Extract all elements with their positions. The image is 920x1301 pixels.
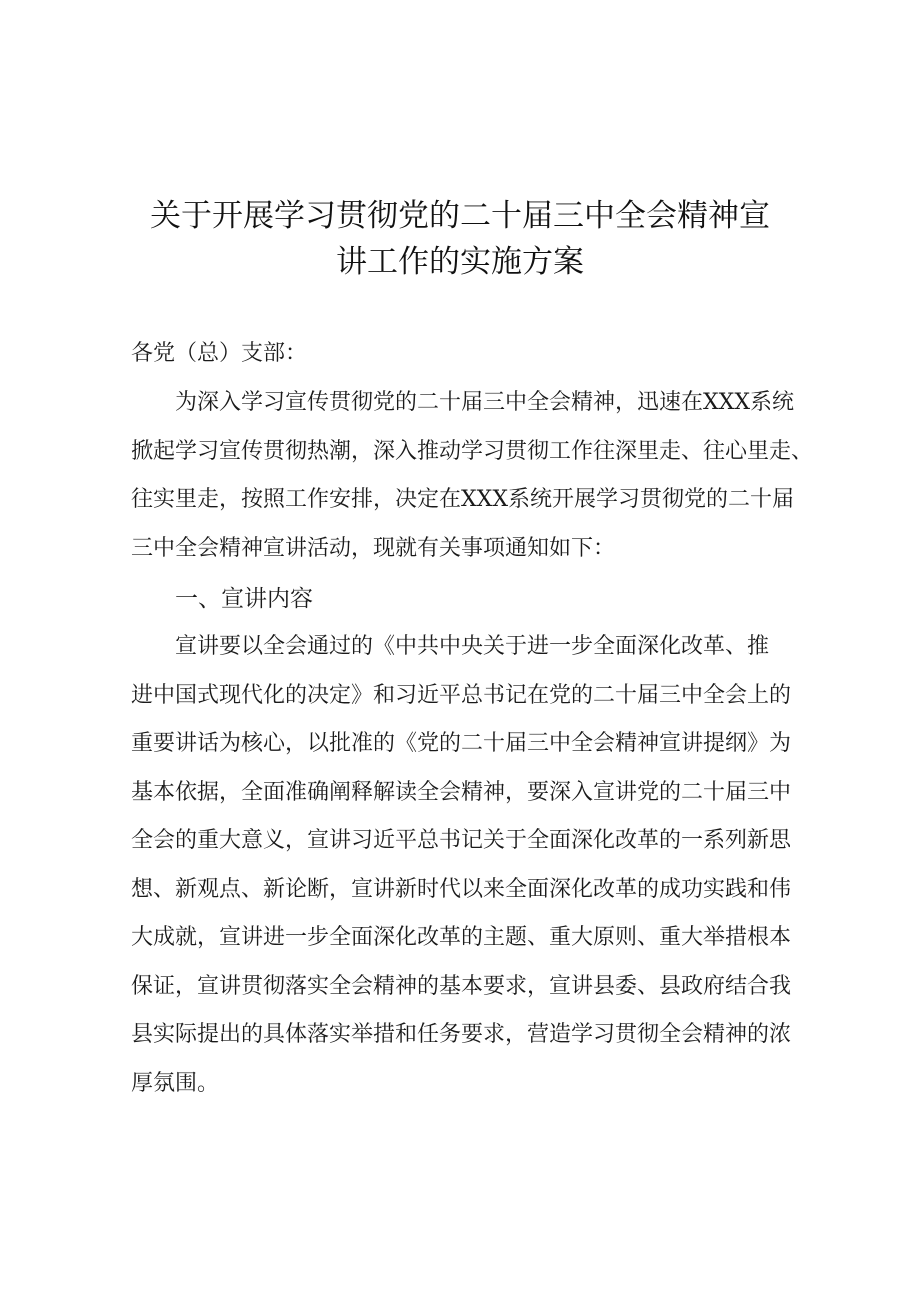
content-line: 进中国式现代化的决定》和习近平总书记在党的二十届三中全会上的 [131, 682, 792, 708]
content-line: 重要讲话为核心，以批准的《党的二十届三中全会精神宣讲提纲》为 [131, 731, 792, 756]
intro-line: 掀起学习宣传贯彻热潮，深入推动学习贯彻工作往深里走、往心里走、 [131, 438, 814, 464]
content-line: 大成就，宣讲进一步全面深化改革的主题、重大原则、重大举措根本 [131, 925, 792, 950]
intro-line: 三中全会精神宣讲活动，现就有关事项通知如下： [131, 535, 616, 561]
content-line: 宣讲要以全会通过的《中共中央关于进一步全面深化改革、推 [175, 634, 770, 659]
content-line: 基本依据，全面准确阐释解读全会精神，要深入宣讲党的二十届三中 [131, 779, 792, 805]
section-heading: 一、宣讲内容 [175, 586, 313, 612]
title-line-2: 讲工作的实施方案 [336, 244, 584, 280]
intro-line: 为深入学习宣传贯彻党的二十届三中全会精神，迅速在XXX系统 [175, 390, 794, 415]
content-line: 全会的重大意义，宣讲习近平总书记关于全面深化改革的一系列新思 [131, 828, 792, 853]
content-line: 想、新观点、新论断，宣讲新时代以来全面深化改革的成功实践和伟 [131, 876, 792, 902]
content-line: 保证，宣讲贯彻落实全会精神的基本要求，宣讲县委、县政府结合我 [131, 973, 792, 999]
content-line: 县实际提出的具体落实举措和任务要求，营造学习贯彻全会精神的浓 [131, 1022, 792, 1047]
intro-line: 往实里走，按照工作安排，决定在XXX系统开展学习贯彻党的二十届 [131, 487, 794, 512]
title-line-1: 关于开展学习贯彻党的二十届三中全会精神宣 [150, 198, 770, 234]
document-title [100, 193, 820, 285]
section-1-paragraph [131, 623, 821, 1108]
intro-paragraph [131, 379, 821, 573]
salutation: 各党（总）支部： [131, 341, 308, 366]
content-line: 厚氛围。 [131, 1070, 220, 1096]
